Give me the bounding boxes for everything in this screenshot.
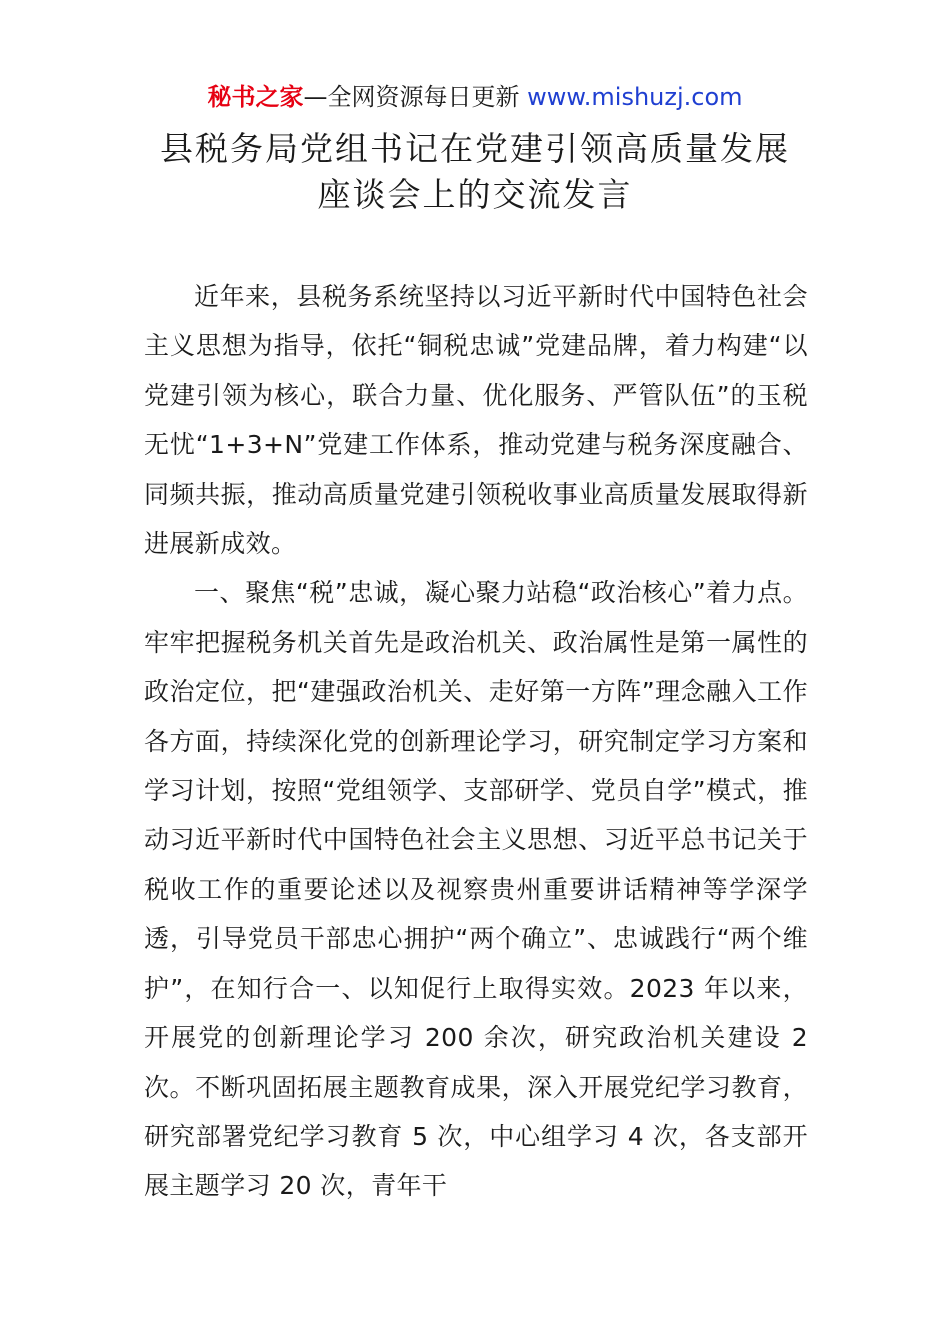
body-paragraph-intro: 近年来，县税务系统坚持以习近平新时代中国特色社会主义思想为指导，依托“铜税忠诚”党建品牌，着力构建“以党建引领为核心，联合力量、优化服务、严管队伍”的玉税无忧“1+3+N”党建工作体系，推动党建与税务深度融合、同频共振，推动高质量党建引领税收事业高质量发展取得新进展新成效。	[144, 282, 808, 559]
site-url-link[interactable]: www.mishuzj.com	[527, 83, 743, 111]
title-line-2: 座谈会上的交流发言	[317, 175, 633, 214]
document-body	[144, 272, 808, 1211]
body-paragraph-section-1: 一、聚焦“税”忠诚，凝心聚力站稳“政治核心”着力点。牢牢把握税务机关首先是政治机关、政治属性是第一属性的政治定位，把“建强政治机关、走好第一方阵”理念融入工作各方面，持续深化党的创新理论学习，研究制定学习方案和学习计划，按照“党组领学、支部研学、党员自学”模式，推动习近平新时代中国特色社会主义思想、习近平总书记关于税收工作的重要论述以及视察贵州重要讲话精神等学深学透，引导党员干部忠心拥护“两个确立”、忠诚践行“两个维护”，在知行合一、以知促行上取得实效。2023 年以来，开展党的创新理论学习 200 余次，研究政治机关建设 2 次。不断巩固拓展主题教育成果，深入开展党纪学习教育，研究部署党纪学习教育 5 次，中心组学习 4 次，各支部开展主题学习 20 次，青年干	[144, 578, 808, 1201]
site-brand-name: 秘书之家	[207, 83, 304, 111]
site-watermark-header	[0, 80, 950, 114]
title-line-1: 县税务局党组书记在党建引领高质量发展	[160, 129, 790, 168]
document-title	[0, 126, 950, 218]
site-tagline: —全网资源每日更新	[303, 83, 528, 111]
